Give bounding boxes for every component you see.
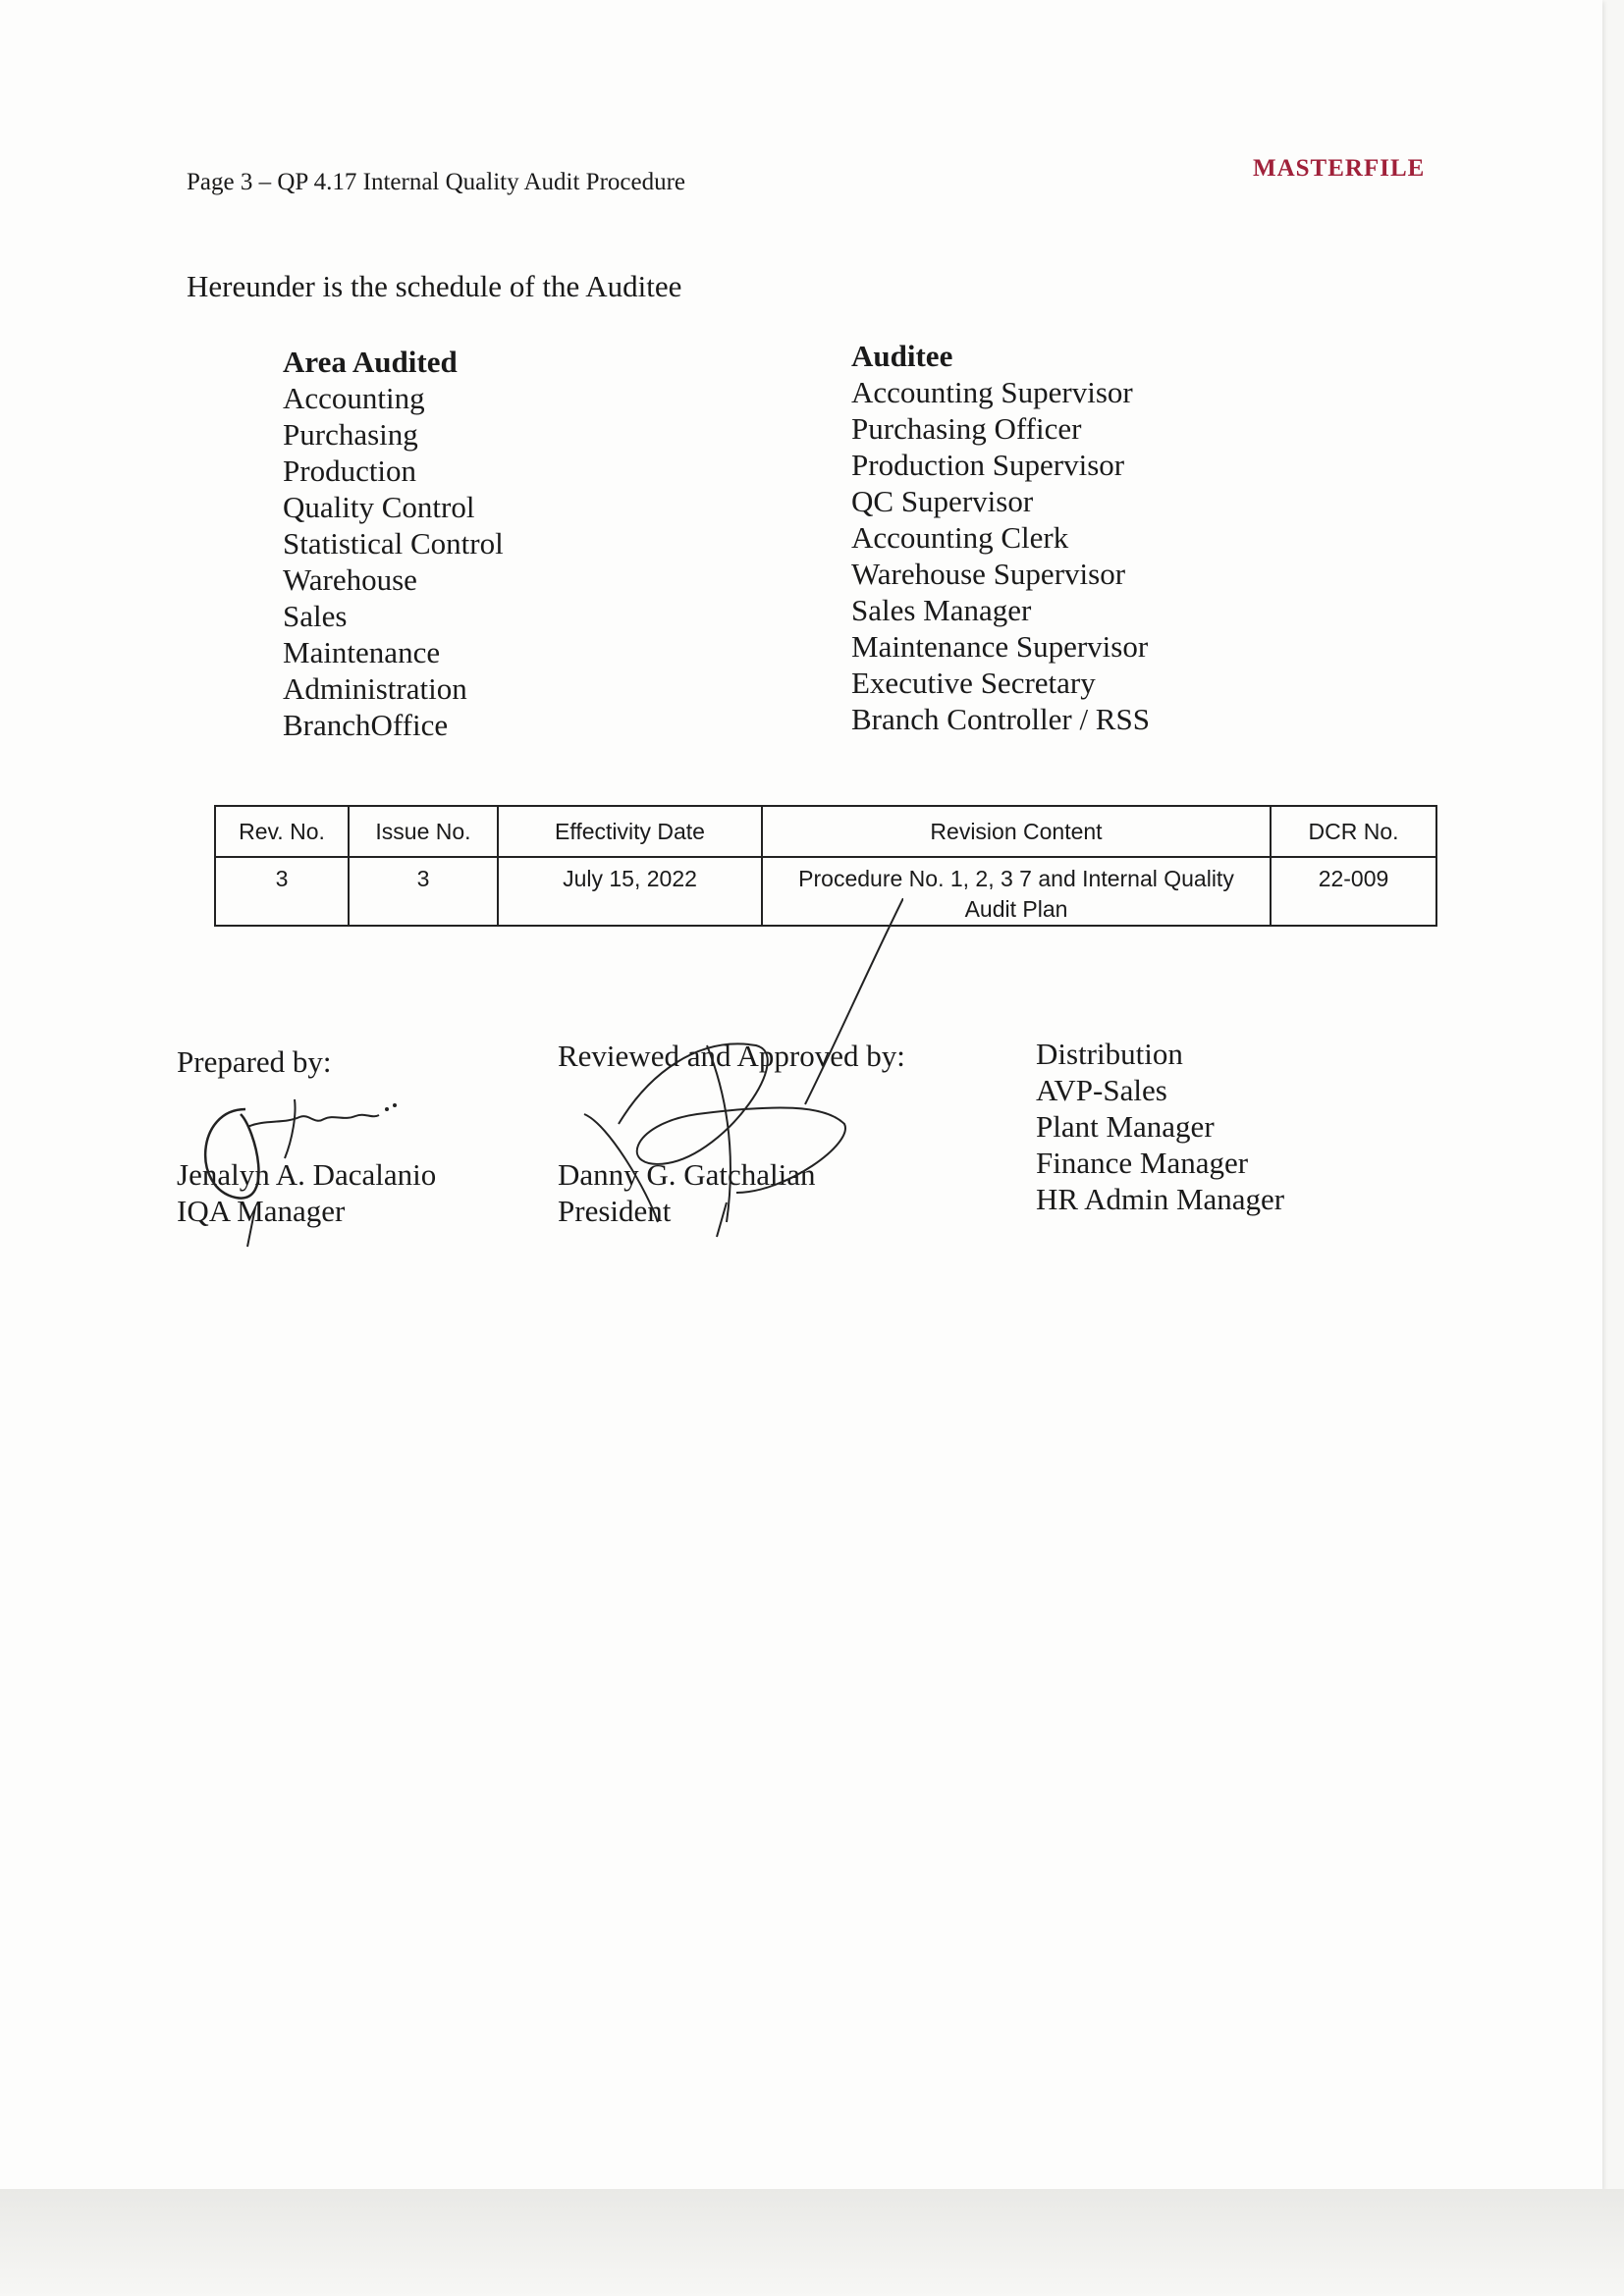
scan-margin — [0, 2189, 1624, 2296]
area-audited-heading: Area Audited — [283, 345, 458, 379]
revision-content-line2: Audit Plan — [964, 896, 1068, 922]
area-item: Accounting — [283, 381, 425, 415]
area-item: Statistical Control — [283, 526, 504, 561]
distribution-item: AVP-Sales — [1036, 1073, 1167, 1107]
auditee-item: Purchasing Officer — [851, 411, 1082, 446]
header-revision-content: Revision Content — [762, 806, 1271, 857]
header-issue-no: Issue No. — [349, 806, 498, 857]
area-item: Maintenance — [283, 635, 441, 669]
revision-table-header-row — [215, 806, 1436, 857]
cell-dcr-no: 22-009 — [1271, 857, 1436, 926]
header-rev-no: Rev. No. — [215, 806, 349, 857]
cell-effectivity-date: July 15, 2022 — [498, 857, 762, 926]
auditee-item: QC Supervisor — [851, 484, 1034, 518]
distribution-label: Distribution — [1036, 1037, 1183, 1071]
area-item: Production — [283, 454, 417, 488]
area-item: Administration — [283, 671, 467, 706]
auditee-heading: Auditee — [851, 339, 953, 373]
reviewed-by-signature — [579, 898, 903, 1242]
area-item: Warehouse — [283, 562, 417, 597]
auditee-item: Executive Secretary — [851, 666, 1096, 700]
header-effectivity-date: Effectivity Date — [498, 806, 762, 857]
auditee-item: Production Supervisor — [851, 448, 1125, 482]
reviewed-by-label: Reviewed and Approved by: — [558, 1039, 905, 1073]
distribution-item: Plant Manager — [1036, 1109, 1215, 1144]
area-item: Sales — [283, 599, 348, 633]
auditee-item: Accounting Clerk — [851, 520, 1069, 555]
area-item: Purchasing — [283, 417, 418, 452]
cell-rev-no: 3 — [215, 857, 349, 926]
distribution-item: Finance Manager — [1036, 1146, 1249, 1180]
prepared-by-signature — [187, 1070, 412, 1256]
prepared-by-name: Jenalyn A. Dacalanio — [177, 1157, 437, 1192]
reviewed-by-title: President — [558, 1194, 672, 1228]
auditee-column — [851, 338, 1150, 737]
area-item: Quality Control — [283, 490, 475, 524]
auditee-item: Accounting Supervisor — [851, 375, 1133, 409]
header-dcr-no: DCR No. — [1271, 806, 1436, 857]
header-title: Page 3 – QP 4.17 Internal Quality Audit Procedure — [187, 169, 686, 195]
revision-content-line1: Procedure No. 1, 2, 3 7 and Internal Quality — [798, 866, 1234, 891]
prepared-by-title: IQA Manager — [177, 1194, 346, 1228]
reviewed-by-name: Danny G. Gatchalian — [558, 1157, 816, 1192]
cell-issue-no: 3 — [349, 857, 498, 926]
distribution-item: HR Admin Manager — [1036, 1182, 1285, 1216]
auditee-item: Branch Controller / RSS — [851, 702, 1150, 736]
intro-text: Hereunder is the schedule of the Auditee — [187, 269, 682, 303]
prepared-by-label: Prepared by: — [177, 1044, 332, 1079]
auditee-item: Warehouse Supervisor — [851, 557, 1126, 591]
auditee-item: Sales Manager — [851, 593, 1032, 627]
auditee-item: Maintenance Supervisor — [851, 629, 1149, 664]
area-item: BranchOffice — [283, 708, 449, 742]
masterfile-stamp: MASTERFILE — [1253, 155, 1426, 182]
distribution-block — [1036, 1036, 1284, 1217]
area-audited-column — [283, 344, 504, 743]
